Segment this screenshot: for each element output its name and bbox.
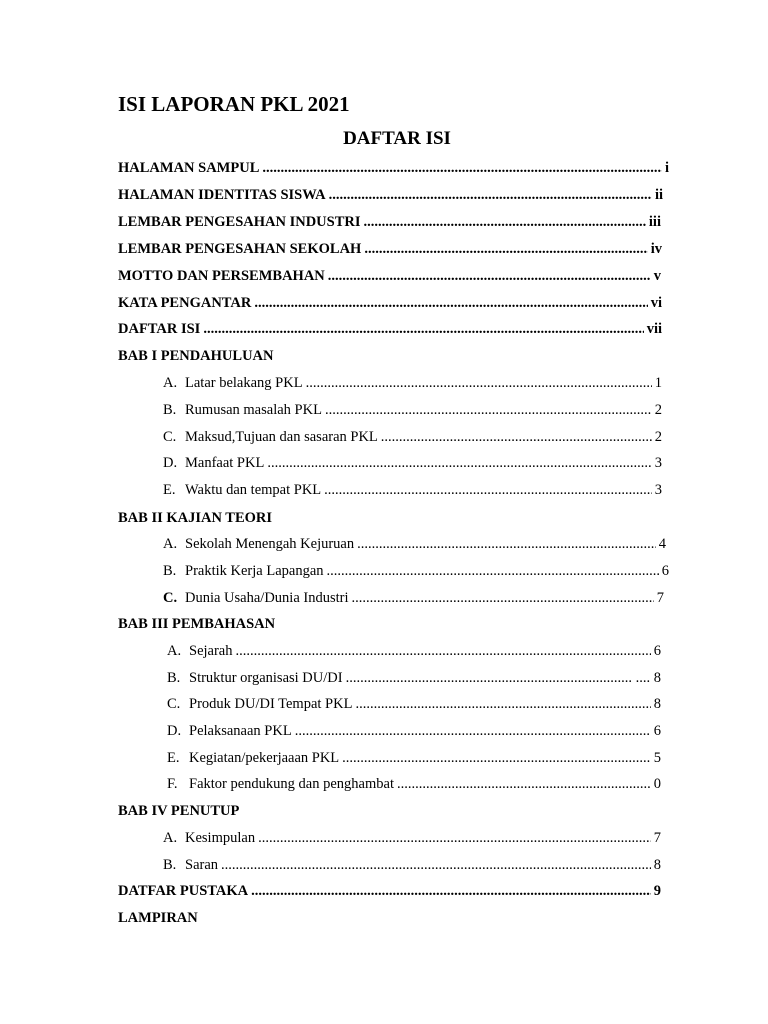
toc-subentry: [167, 749, 661, 767]
toc-entry-halaman-sampul: [118, 159, 669, 177]
toc-subentry-letter: A.: [163, 830, 178, 846]
toc-entry-label: HALAMAN IDENTITAS SISWA: [118, 187, 326, 203]
toc-subentry-page: 5: [653, 750, 661, 766]
toc-subentry-label: Faktor pendukung dan penghambat: [189, 776, 394, 792]
toc-heading: DAFTAR ISI: [343, 128, 451, 149]
toc-subentry: [167, 642, 661, 660]
toc-entry-page: iii: [648, 214, 661, 230]
toc-subentry-letter: C.: [163, 429, 177, 445]
dot-leader: [295, 722, 651, 740]
toc-subentry-letter: B.: [163, 857, 177, 873]
toc-entry-kata-pengantar: [118, 294, 662, 312]
toc-subentry-label: Kegiatan/pekerjaaan PKL: [189, 750, 340, 766]
toc-subentry-letter: B.: [167, 670, 181, 686]
toc-entry-page: iv: [650, 241, 662, 257]
toc-entry-page: ii: [654, 187, 663, 203]
dot-leader: [324, 481, 652, 499]
toc-entry-page: 9: [653, 883, 661, 899]
toc-subentry-page: 8: [653, 696, 661, 712]
chapter-heading-bab-3: BAB III PEMBAHASAN: [118, 616, 276, 632]
toc-subentry-letter: A.: [163, 536, 178, 552]
dot-leader: [325, 401, 652, 419]
toc-subentry-label: Latar belakang PKL: [185, 375, 303, 391]
toc-entry-page: vii: [646, 321, 662, 337]
toc-entry-label: HALAMAN SAMPUL: [118, 160, 260, 176]
toc-subentry: [163, 535, 666, 553]
toc-subentry-page: 2: [654, 429, 662, 445]
dot-leader: [221, 856, 651, 874]
toc-entry-label: MOTTO DAN PERSEMBAHAN: [118, 268, 325, 284]
toc-subentry-page: 7: [653, 830, 661, 846]
document-title: ISI LAPORAN PKL 2021: [118, 92, 350, 116]
dot-leader: [346, 669, 633, 687]
toc-subentry-letter: E.: [167, 750, 180, 766]
toc-entry-motto: [118, 267, 661, 285]
dot-leader: [357, 535, 656, 553]
dot-leader: [342, 749, 651, 767]
toc-subentry: [163, 428, 662, 446]
toc-subentry-label: Produk DU/DI Tempat PKL: [189, 696, 353, 712]
toc-subentry-page: 3: [654, 455, 662, 471]
toc-subentry-label: Dunia Usaha/Dunia Industri: [185, 590, 349, 606]
toc-subentry-letter: D.: [167, 723, 182, 739]
toc-subentry-page: 6: [653, 643, 661, 659]
toc-subentry: [163, 562, 669, 580]
toc-subentry: [163, 374, 662, 392]
dot-leader: [267, 454, 651, 472]
toc-entry-halaman-identitas: [118, 186, 663, 204]
dot-leader: [251, 882, 651, 900]
toc-subentry-page: 4: [658, 536, 666, 552]
toc-subentry-page: 2: [654, 402, 662, 418]
toc-subentry-label: Sejarah: [189, 643, 233, 659]
toc-subentry: [163, 481, 662, 499]
toc-subentry-letter: D.: [163, 455, 178, 471]
toc-subentry: [167, 722, 661, 740]
dot-leader: [258, 829, 651, 847]
toc-subentry: [163, 829, 661, 847]
dot-leader: [262, 159, 662, 177]
toc-subentry-page: 7: [656, 590, 664, 606]
dot-leader: [352, 589, 654, 607]
toc-subentry: [163, 454, 662, 472]
toc-entry-page: vi: [650, 295, 662, 311]
toc-entry-label: LEMBAR PENGESAHAN SEKOLAH: [118, 241, 362, 257]
toc-subentry-page: 6: [653, 723, 661, 739]
dot-leader: [327, 562, 659, 580]
toc-entry-daftar-isi: [118, 320, 662, 338]
dot-leader: [203, 320, 643, 338]
dot-leader: [355, 695, 650, 713]
toc-subentry: [167, 669, 661, 687]
toc-subentry-label: Sekolah Menengah Kejuruan: [185, 536, 355, 552]
toc-subentry-label: Struktur organisasi DU/DI: [189, 670, 343, 686]
toc-subentry-letter: F.: [167, 776, 178, 792]
toc-entry-label: LEMBAR PENGESAHAN INDUSTRI: [118, 214, 361, 230]
toc-entry-page: v: [653, 268, 661, 284]
dot-leader: [328, 267, 651, 285]
toc-subentry: [167, 695, 661, 713]
toc-subentry-letter: B.: [163, 402, 177, 418]
dot-leader: [254, 294, 647, 312]
toc-entry-page: i: [664, 160, 669, 176]
toc-entry-pengesahan-industri: [118, 213, 661, 231]
chapter-heading-bab-1: BAB I PENDAHULUAN: [118, 348, 274, 364]
toc-subentry-label: Manfaat PKL: [185, 455, 265, 471]
dot-leader: [381, 428, 652, 446]
dot-leader: [364, 240, 647, 258]
toc-subentry-page: 1: [654, 375, 662, 391]
dot-leader: [235, 642, 650, 660]
toc-subentry: [163, 401, 662, 419]
dot-leader: [329, 186, 652, 204]
toc-subentry-label: Pelaksanaan PKL: [189, 723, 292, 739]
toc-subentry-letter: B.: [163, 563, 177, 579]
dot-leader: [306, 374, 652, 392]
toc-subentry-letter: A.: [163, 375, 178, 391]
toc-subentry-label: Waktu dan tempat PKL: [185, 482, 322, 498]
toc-entry-daftar-pustaka: [118, 882, 661, 900]
dot-leader: [397, 775, 651, 793]
toc-subentry-label: Kesimpulan: [185, 830, 256, 846]
toc-subentry-letter: C.: [163, 590, 178, 606]
toc-subentry-page: 3: [654, 482, 662, 498]
toc-subentry-label: Maksud,Tujuan dan sasaran PKL: [185, 429, 378, 445]
toc-subentry-label: Saran: [185, 857, 219, 873]
toc-entry-pengesahan-sekolah: [118, 240, 662, 258]
toc-subentry-label: Rumusan masalah PKL: [185, 402, 322, 418]
toc-subentry: [163, 589, 664, 607]
toc-subentry: [163, 856, 661, 874]
chapter-heading-bab-2: BAB II KAJIAN TEORI: [118, 510, 273, 526]
toc-subentry-letter: C.: [167, 696, 181, 712]
toc-entry-lampiran: LAMPIRAN: [118, 910, 198, 926]
chapter-heading-bab-4: BAB IV PENUTUP: [118, 803, 240, 819]
toc-entry-label: KATA PENGANTAR: [118, 295, 252, 311]
toc-subentry-label: Praktik Kerja Lapangan: [185, 563, 324, 579]
toc-entry-label: DATFAR PUSTAKA: [118, 883, 249, 899]
toc-subentry-letter: A.: [167, 643, 182, 659]
toc-subentry-page: 6: [661, 563, 669, 579]
toc-subentry-page: 0: [653, 776, 661, 792]
dot-leader: [364, 213, 646, 231]
toc-subentry-page: 8: [653, 857, 661, 873]
toc-subentry-page: .... 8: [635, 670, 661, 686]
toc-subentry-letter: E.: [163, 482, 176, 498]
toc-entry-label: DAFTAR ISI: [118, 321, 201, 337]
toc-subentry: [167, 775, 661, 793]
